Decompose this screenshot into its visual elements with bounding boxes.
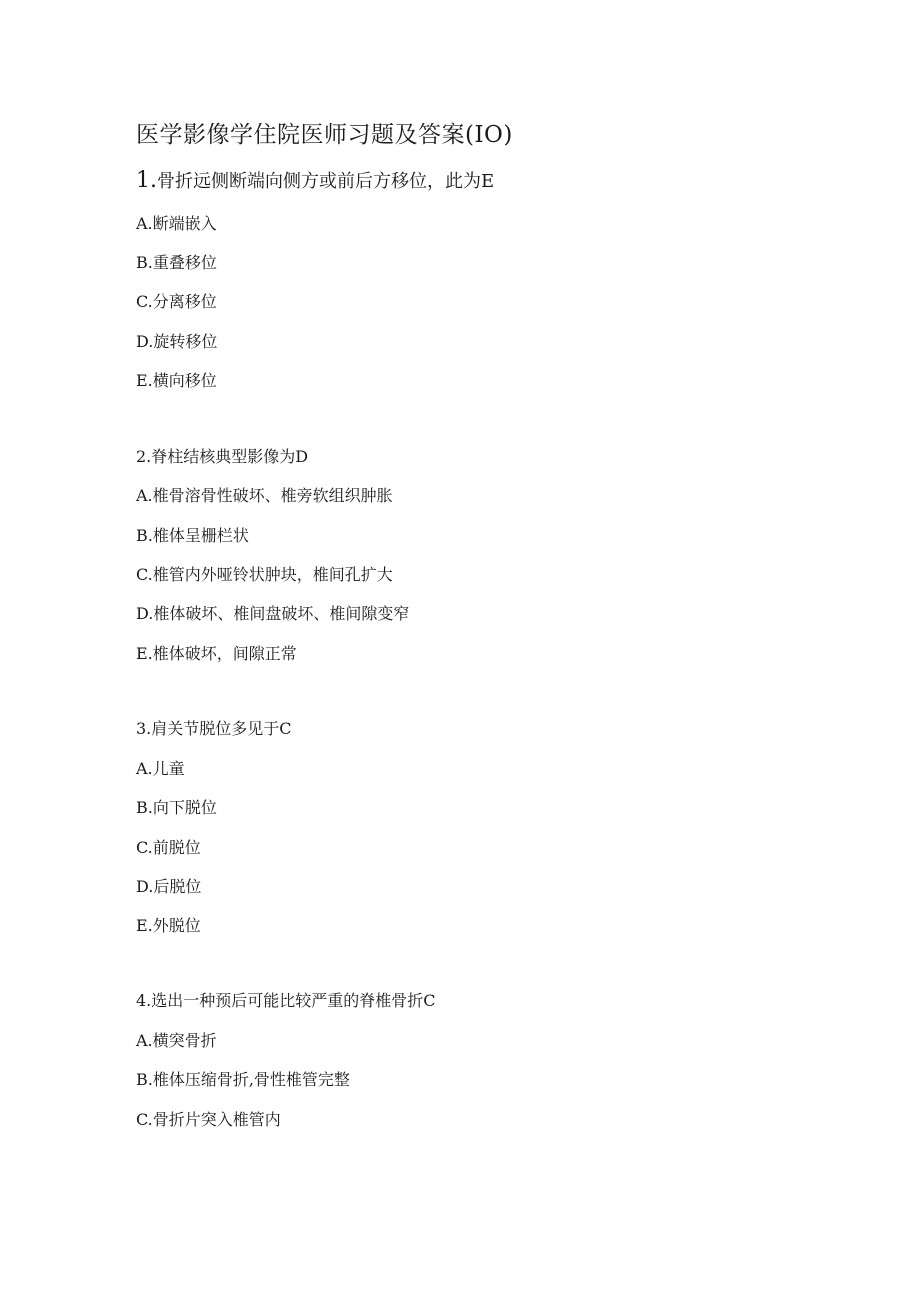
question-4-option-b: B.椎体压缩骨折,骨性椎管完整 (136, 1070, 350, 1089)
question-2-option-c: C.椎管内外哑铃状肿块，椎间孔扩大 (136, 565, 393, 584)
question-2-option-e: E.椎体破坏，间隙正常 (136, 644, 297, 663)
question-1-option-e: E.横向移位 (136, 371, 217, 390)
question-1-option-c: C.分离移位 (136, 292, 217, 311)
document-title: 医学影像学住院医师习题及答案(IO) (136, 122, 513, 148)
question-2-stem: 2.脊柱结核典型影像为D (136, 447, 309, 466)
question-3-option-c: C.前脱位 (136, 838, 201, 857)
question-3-option-e: E.外脱位 (136, 916, 201, 935)
question-3-stem: 3.肩关节脱位多见于C (136, 719, 292, 738)
question-2-option-b: B.椎体呈栅栏状 (136, 526, 249, 545)
question-3-option-d: D.后脱位 (136, 877, 202, 896)
question-1-stem (136, 170, 494, 193)
question-4-stem: 4.选出一种预后可能比较严重的脊椎骨折C (136, 991, 436, 1010)
question-4-option-c: C.骨折片突入椎管内 (136, 1110, 281, 1129)
question-2-option-d: D.椎体破坏、椎间盘破坏、椎间隙变窄 (136, 604, 410, 623)
question-1-text: 骨折远侧断端向侧方或前后方移位，此为E (157, 171, 495, 192)
question-2-option-a: A.椎骨溶骨性破坏、椎旁软组织肿胀 (136, 486, 393, 505)
question-1-number: 1. (136, 168, 157, 193)
question-1-option-b: B.重叠移位 (136, 253, 217, 272)
question-3-option-a: A.儿童 (136, 759, 185, 778)
question-1-option-d: D.旋转移位 (136, 332, 218, 351)
question-1-option-a: A.断端嵌入 (136, 214, 217, 233)
question-3-option-b: B.向下脱位 (136, 798, 217, 817)
question-4-option-a: A.横突骨折 (136, 1031, 217, 1050)
